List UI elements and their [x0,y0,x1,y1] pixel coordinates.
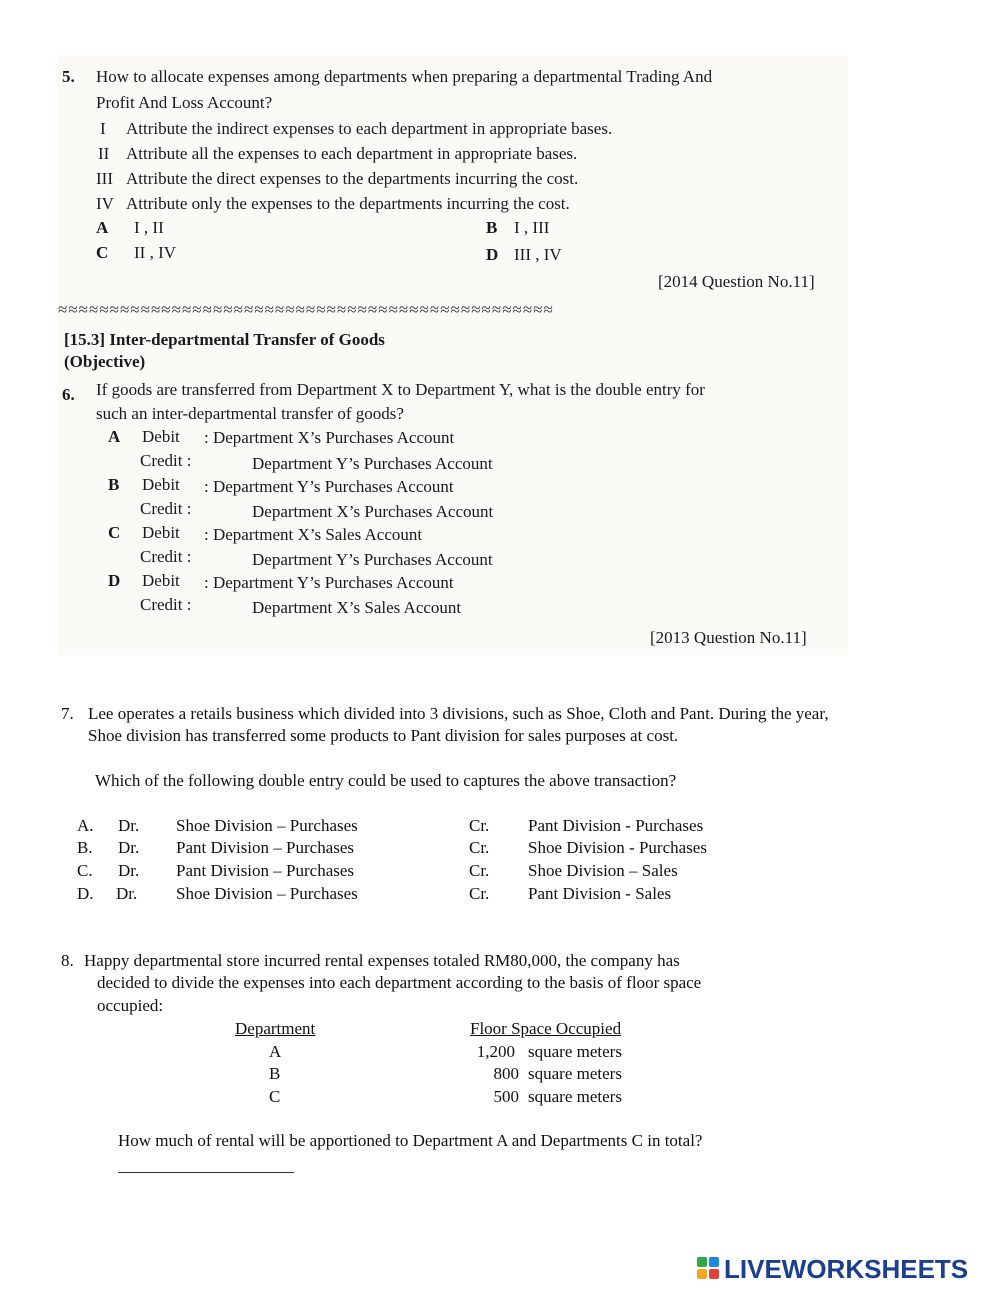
q5-question-line2: Profit And Loss Account? [96,93,273,112]
table-cell-unit: square meters [528,1087,622,1106]
table-header-floor-space: Floor Space Occupied [470,1019,622,1038]
q6-debit-label: Debit [142,571,180,590]
q5-option-letter: D [486,245,499,264]
q7-option-dr: Dr. [118,861,140,880]
logo-grid-icon [697,1257,721,1281]
q8-line2: decided to divide the expenses into each department according to the basis of floor space [97,973,702,992]
q7-option-cr-account: Shoe Division – Sales [528,861,678,880]
q5-statement-text: Attribute only the expenses to the departments incurring the cost. [126,194,570,213]
table-cell-department: A [269,1042,282,1061]
q5-question-line1: How to allocate expenses among departments when preparing a departmental Trading And [96,67,713,86]
q6-debit-account: : Department Y’s Purchases Account [204,477,454,496]
table-cell-department: C [269,1087,281,1106]
q7-line2: Shoe division has transferred some products to Pant division for sales purposes at cost. [88,726,679,745]
q6-credit-account: Department Y’s Purchases Account [252,454,493,473]
q6-question-line1: If goods are transferred from Department X to Department Y, what is the double entry for [96,380,705,399]
q6-debit-label: Debit [142,523,180,542]
q5-option-text: I , II [134,218,164,237]
q6-option-letter: D [108,571,121,590]
q7-option-cr-account: Pant Division - Sales [528,884,672,903]
table-cell-space: 800 [493,1064,519,1083]
q5-statement-text: Attribute all the expenses to each department in appropriate bases. [126,144,578,163]
q6-source: [2013 Question No.11] [650,628,807,647]
q6-credit-label: Credit : [140,595,192,614]
table-cell-space: 500 [493,1087,519,1106]
q7-option-cr: Cr. [469,816,490,835]
liveworksheets-logo [697,1254,968,1284]
table-header-department: Department [235,1019,316,1038]
q7-option-letter: B. [77,838,93,857]
q7-option-cr-account: Pant Division - Purchases [528,816,704,835]
table-cell-unit: square meters [528,1042,622,1061]
q7-option-dr: Dr. [118,816,140,835]
q8-prompt: How much of rental will be apportioned to Department A and Departments C in total? [118,1131,703,1150]
q7-option-dr: Dr. [118,838,140,857]
q6-option-letter: B [108,475,120,494]
q5-statement-text: Attribute the direct expenses to the departments incurring the cost. [126,169,579,188]
q7-option-letter: C. [77,861,93,880]
q5-statement-num: III [96,169,113,188]
q5-statement-num: IV [96,194,114,213]
q5-option-letter: B [486,218,498,237]
q7-option-cr: Cr. [469,884,490,903]
q7-option-letter: D. [77,884,94,903]
q5-option-letter: C [96,243,109,262]
q7-number: 7. [61,704,74,723]
q7-option-dr-account: Pant Division – Purchases [176,838,355,857]
q6-debit-account: : Department X’s Purchases Account [204,428,455,447]
q5-option-text: II , IV [134,243,177,262]
table-cell-unit: square meters [528,1064,622,1083]
table-cell-department: B [269,1064,281,1083]
q6-credit-account: Department X’s Sales Account [252,598,462,617]
q7-prompt: Which of the following double entry could be used to captures the above transaction? [95,771,677,790]
q5-statement-text: Attribute the indirect expenses to each department in appropriate bases. [126,119,613,138]
q8-answer-blank[interactable] [118,1172,294,1173]
q6-credit-account: Department Y’s Purchases Account [252,550,493,569]
q8-line3: occupied: [97,996,164,1015]
q5-source: [2014 Question No.11] [658,272,815,291]
q7-option-dr-account: Shoe Division – Purchases [176,816,358,835]
q7-option-dr-account: Shoe Division – Purchases [176,884,358,903]
q7-option-dr: Dr. [116,884,138,903]
q7-line1: Lee operates a retails business which divided into 3 divisions, such as Shoe, Cloth and Pant. During the year, [88,704,829,723]
q7-option-cr: Cr. [469,861,490,880]
q6-credit-account: Department X’s Purchases Account [252,502,494,521]
q6-debit-account: : Department Y’s Purchases Account [204,573,454,592]
q6-credit-label: Credit : [140,547,192,566]
q6-number: 6. [62,385,75,404]
section-subheading: (Objective) [64,352,146,371]
q5-statement-num: I [100,119,106,138]
q5-option-text: I , III [514,218,550,237]
q8-line1: Happy departmental store incurred rental expenses totaled RM80,000, the company has [84,951,680,970]
q6-option-letter: C [108,523,121,542]
q5-number: 5. [62,67,75,86]
q7-option-letter: A. [77,816,94,835]
q7-option-cr: Cr. [469,838,490,857]
q7-option-dr-account: Pant Division – Purchases [176,861,355,880]
q5-option-letter: A [96,218,109,237]
logo-text: LIVEWORKSHEETS [724,1253,969,1284]
q7-option-cr-account: Shoe Division - Purchases [528,838,707,857]
q5-statement-num: II [98,144,110,163]
q6-credit-label: Credit : [140,451,192,470]
q5-option-text: III , IV [514,245,562,264]
wavy-divider: ≈≈≈≈≈≈≈≈≈≈≈≈≈≈≈≈≈≈≈≈≈≈≈≈≈≈≈≈≈≈≈≈≈≈≈≈≈≈≈≈≈≈≈≈≈≈≈≈ [58,300,554,319]
scanned-textbook-page [58,55,848,655]
q6-question-line2: such an inter-departmental transfer of goods? [96,404,404,423]
q8-number: 8. [61,951,74,970]
q6-credit-label: Credit : [140,499,192,518]
q6-debit-label: Debit [142,475,180,494]
q6-debit-label: Debit [142,427,180,446]
q6-debit-account: : Department X’s Sales Account [204,525,423,544]
q6-option-letter: A [108,427,121,446]
section-heading: [15.3] Inter-departmental Transfer of Goods [64,330,385,349]
table-cell-space: 1,200 [476,1042,515,1061]
